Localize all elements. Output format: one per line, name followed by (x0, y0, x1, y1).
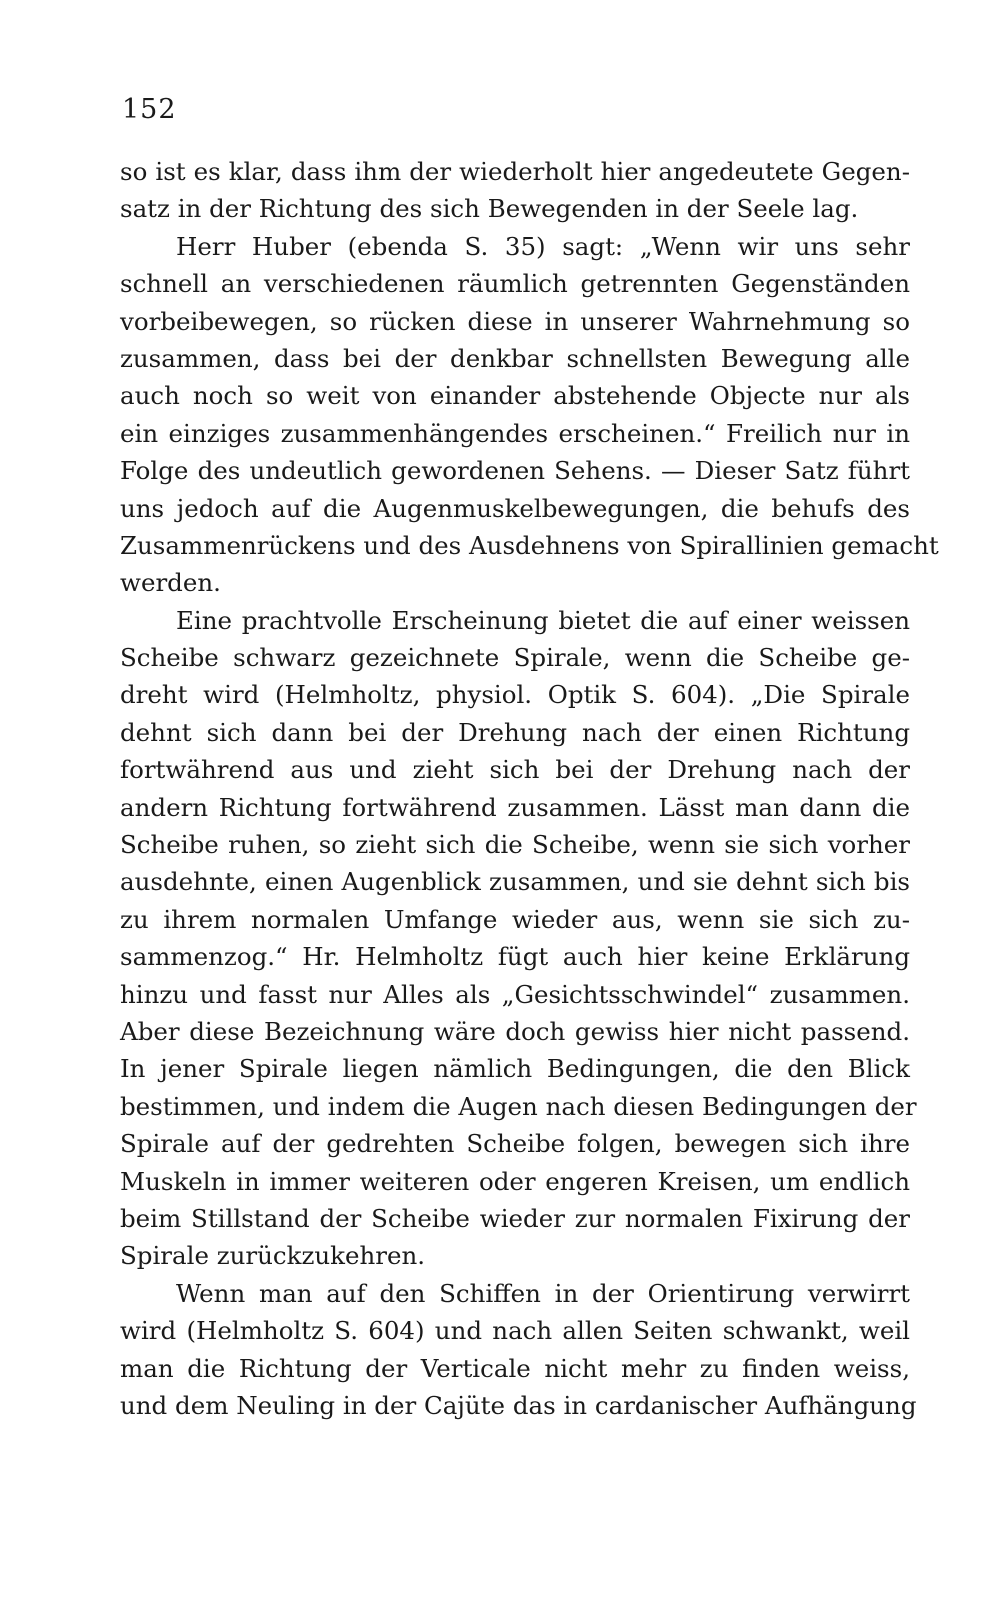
text-line: dehnt sich dann bei der Drehung nach der einen Richtung (120, 717, 910, 747)
text-line: Eine prachtvolle Erscheinung bietet die auf einer weissen (176, 605, 910, 635)
text-line: dreht wird (Helmholtz, physiol. Optik S. 604). „Die Spirale (120, 680, 910, 710)
text-line: Folge des undeutlich gewordenen Sehens. — Dieser Satz führt (120, 456, 910, 486)
paragraph (120, 228, 939, 602)
text-line: fortwährend aus und zieht sich bei der Drehung nach der (120, 755, 910, 785)
text-line: vorbeibewegen, so rücken diese in unserer Wahrnehmung so (120, 306, 910, 336)
text-line: Herr Huber (ebenda S. 35) sagt: „Wenn wir uns sehr (176, 231, 910, 261)
text-line: zu ihrem normalen Umfange wieder aus, wenn sie sich zu- (120, 904, 910, 934)
text-line: Scheibe schwarz gezeichnete Spirale, wenn die Scheibe ge- (120, 643, 910, 673)
text-line: zusammen, dass bei der denkbar schnellsten Bewegung alle (120, 343, 910, 373)
body-text (120, 153, 939, 1424)
text-line: so ist es klar, dass ihm der wiederholt hier angedeutete Gegen- (120, 157, 910, 186)
text-line: Scheibe ruhen, so zieht sich die Scheibe, wenn sie sich vorher (120, 830, 910, 860)
text-line: ein einziges zusammenhängendes erscheinen.“ Freilich nur in (120, 418, 910, 448)
text-line: Spirale zurückzukehren. (120, 1241, 426, 1271)
text-line: Aber diese Bezeichnung wäre doch gewiss hier nicht passend. (120, 1016, 910, 1046)
paragraph (120, 153, 910, 228)
text-line: satz in der Richtung des sich Bewegenden in der Seele lag. (120, 194, 859, 224)
text-line: uns jedoch auf die Augenmuskelbewegungen, die behufs des (120, 493, 910, 523)
text-line: bestimmen, und indem die Augen nach diesen Bedingungen der (120, 1091, 917, 1121)
text-line: auch noch so weit von einander abstehende Objecte nur als (120, 381, 910, 411)
page-number: 152 (122, 94, 177, 125)
text-line: und dem Neuling in der Cajüte das in cardanischer Aufhängung (120, 1390, 917, 1420)
text-line: Zusammenrückens und des Ausdehnens von Spirallinien gemacht (120, 530, 939, 560)
text-line: Wenn man auf den Schiffen in der Orientirung verwirrt (176, 1278, 910, 1308)
text-line: beim Stillstand der Scheibe wieder zur normalen Fixirung der (120, 1203, 910, 1233)
text-line: Muskeln in immer weiteren oder engeren Kreisen, um endlich (120, 1166, 910, 1196)
text-line: ausdehnte, einen Augenblick zusammen, und sie dehnt sich bis (120, 867, 910, 897)
text-line: Spirale auf der gedrehten Scheibe folgen, bewegen sich ihre (120, 1129, 910, 1159)
text-line: schnell an verschiedenen räumlich getrennten Gegenständen (120, 269, 910, 299)
text-line: In jener Spirale liegen nämlich Bedingungen, die den Blick (120, 1054, 910, 1084)
paragraph (120, 1275, 917, 1425)
text-line: andern Richtung fortwährend zusammen. Lässt man dann die (120, 792, 910, 822)
text-line: sammenzog.“ Hr. Helmholtz fügt auch hier keine Erklärung (120, 942, 910, 972)
paragraph (120, 602, 917, 1275)
text-line: wird (Helmholtz S. 604) und nach allen Seiten schwankt, weil (120, 1316, 910, 1346)
text-line: man die Richtung der Verticale nicht mehr zu finden weiss, (120, 1353, 910, 1383)
text-line: werden. (120, 568, 221, 598)
text-line: hinzu und fasst nur Alles als „Gesichtsschwindel“ zusammen. (120, 979, 910, 1009)
